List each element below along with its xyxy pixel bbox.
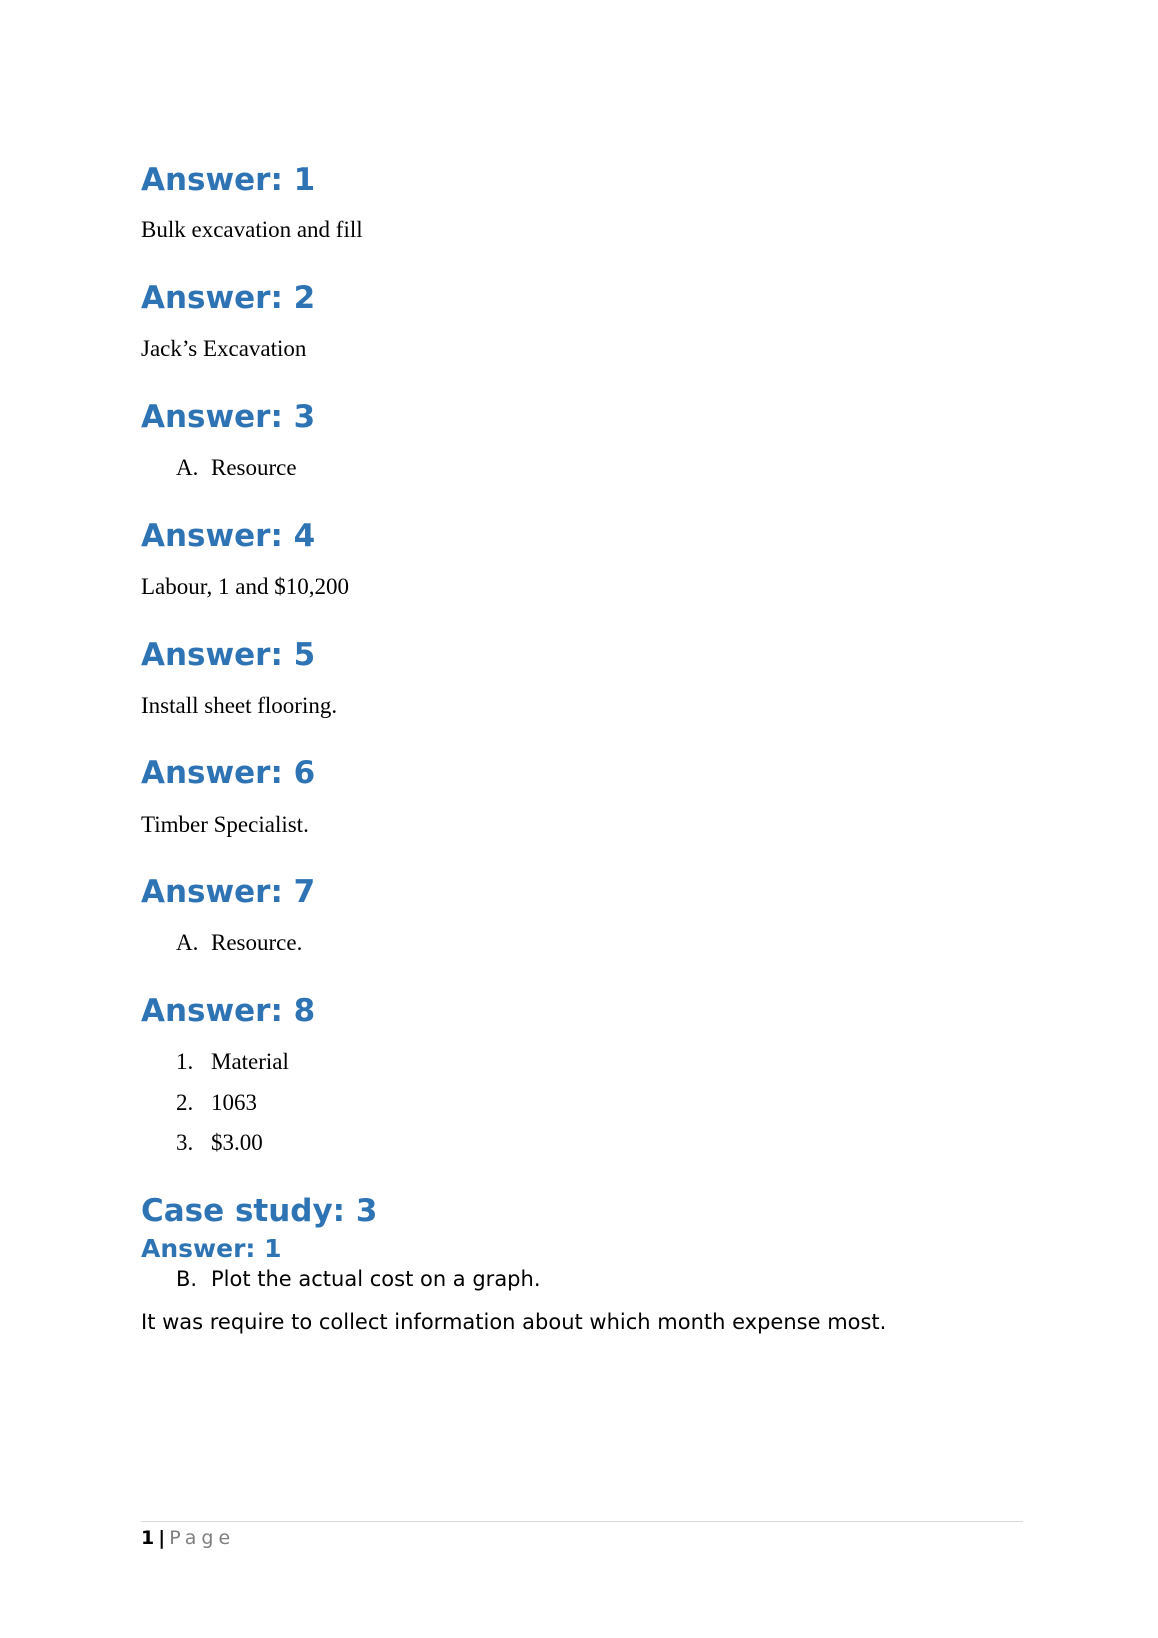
answer-6-text: Timber Specialist.	[141, 812, 309, 837]
footer-separator: |	[158, 1527, 166, 1549]
answer-5-heading: Answer: 5	[141, 637, 316, 673]
answer-1-text: Bulk excavation and fill	[141, 217, 363, 242]
answer-2-heading: Answer: 2	[141, 280, 316, 316]
list-item-text: 1063	[211, 1090, 257, 1115]
list-item-text: Resource	[211, 455, 297, 480]
answer-4-text: Labour, 1 and $10,200	[141, 574, 349, 599]
case-study-paragraph: It was require to collect information about which month expense most.	[141, 1310, 887, 1334]
list-item-text: Resource.	[211, 930, 303, 955]
answer-7-heading: Answer: 7	[141, 874, 316, 910]
list-marker: 3.	[176, 1130, 194, 1155]
answer-1-heading: Answer: 1	[141, 162, 316, 198]
list-item-text: $3.00	[211, 1130, 263, 1155]
answer-6-heading: Answer: 6	[141, 755, 316, 791]
answer-8-heading: Answer: 8	[141, 993, 316, 1029]
answer-3-list-item	[176, 454, 297, 482]
answer-8-list-item	[176, 1129, 263, 1157]
list-item-text: Material	[211, 1049, 289, 1074]
list-marker: 1.	[176, 1049, 194, 1074]
page-number: 1	[141, 1527, 155, 1549]
list-marker: A.	[176, 455, 199, 480]
page-label: Page	[169, 1527, 236, 1549]
case-study-answer-1-heading: Answer: 1	[141, 1234, 282, 1263]
list-marker: B.	[176, 1267, 198, 1291]
case-study-list-item	[176, 1266, 541, 1292]
answer-2-text: Jack’s Excavation	[141, 336, 307, 361]
list-marker: 2.	[176, 1090, 194, 1115]
list-marker: A.	[176, 930, 199, 955]
footer-divider	[141, 1521, 1023, 1522]
answer-8-list-item	[176, 1089, 257, 1117]
answer-5-text: Install sheet flooring.	[141, 693, 338, 718]
answer-4-heading: Answer: 4	[141, 518, 316, 554]
answer-8-list-item	[176, 1048, 289, 1076]
case-study-heading: Case study: 3	[141, 1193, 378, 1229]
page-footer	[141, 1526, 235, 1550]
answer-3-heading: Answer: 3	[141, 399, 316, 435]
answer-7-list-item	[176, 929, 302, 957]
list-item-text: Plot the actual cost on a graph.	[211, 1267, 541, 1291]
